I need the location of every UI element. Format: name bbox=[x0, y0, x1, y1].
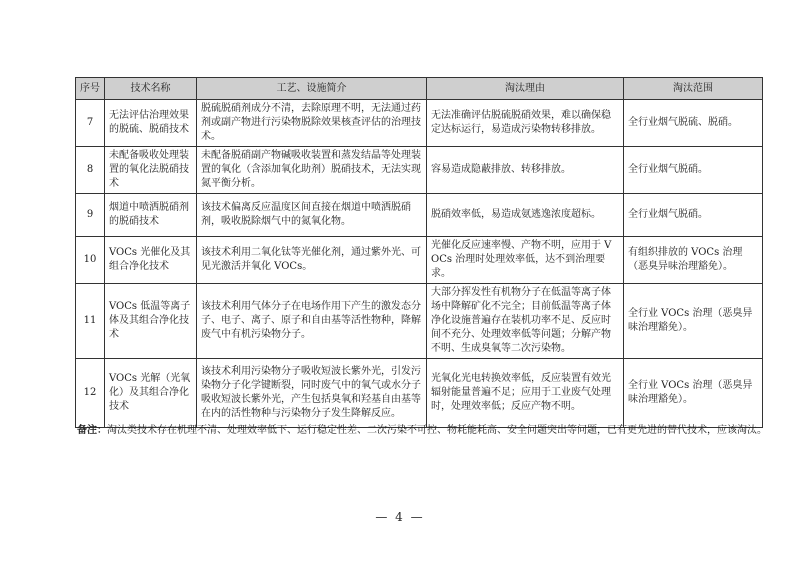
table-row bbox=[76, 237, 763, 284]
row-scope: 全行业烟气脱硝。 bbox=[624, 147, 763, 194]
table-row bbox=[76, 194, 763, 237]
table-row bbox=[76, 284, 763, 359]
table-row bbox=[76, 147, 763, 194]
row-no: 8 bbox=[76, 147, 105, 194]
footnote-text: 淘汰类技术存在机理不清、处理效率低下、运行稳定性差、二次污染不可控、物耗能耗高、安全问题突出等问题，已有更先进的替代技术，应该淘汰。 bbox=[107, 425, 767, 436]
footnote-label: 备注： bbox=[77, 425, 107, 436]
row-reason: 光催化反应速率慢、产物不明，应用于 VOCs 治理时处理效率低，达不到治理要求。 bbox=[427, 237, 624, 284]
row-no: 9 bbox=[76, 194, 105, 237]
row-description: 脱硫脱硝剂成分不清，去除原理不明，无法通过药剂或副产物进行污染物脱除效果核查评估的治理技术。 bbox=[197, 100, 427, 147]
row-reason: 脱硝效率低，易造成氨逃逸浓度超标。 bbox=[427, 194, 624, 237]
row-no: 7 bbox=[76, 100, 105, 147]
row-description: 该技术偏离反应温度区间直接在烟道中喷洒脱硝剂，吸收脱除烟气中的氮氧化物。 bbox=[197, 194, 427, 237]
header-no: 序号 bbox=[76, 78, 105, 100]
row-no: 10 bbox=[76, 237, 105, 284]
row-reason: 容易造成隐蔽排放、转移排放。 bbox=[427, 147, 624, 194]
row-description: 该技术利用污染物分子吸收短波长紫外光，引发污染物分子化学键断裂，同时废气中的氧气或水分子吸收短波长紫外光，产生包括臭氧和羟基自由基等在内的活性物种与污染物分子发生降解反应。 bbox=[197, 359, 427, 428]
row-scope: 全行业 VOCs 治理（恶臭异味治理豁免）。 bbox=[624, 284, 763, 359]
footnote bbox=[77, 423, 767, 439]
header-reason: 淘汰理由 bbox=[427, 78, 624, 100]
header-description: 工艺、设施简介 bbox=[197, 78, 427, 100]
row-no: 11 bbox=[76, 284, 105, 359]
row-reason: 大部分挥发性有机物分子在低温等离子体场中降解矿化不完全；目前低温等离子体净化设施普遍存在装机功率不足、反应时间不充分、处理效率低等问题；分解产物不明、生成臭氧等二次污染物。 bbox=[427, 284, 624, 359]
header-name: 技术名称 bbox=[105, 78, 197, 100]
table-header-row bbox=[76, 78, 763, 100]
row-scope: 全行业烟气脱硫、脱硝。 bbox=[624, 100, 763, 147]
row-no: 12 bbox=[76, 359, 105, 428]
table-row bbox=[76, 359, 763, 428]
eliminated-technologies-table bbox=[75, 77, 763, 428]
row-name: VOCs 低温等离子体及其组合净化技术 bbox=[105, 284, 197, 359]
row-description: 该技术利用二氧化钛等光催化剂，通过紫外光、可见光激活并氧化 VOCs。 bbox=[197, 237, 427, 284]
page-number: — 4 — bbox=[375, 510, 425, 524]
row-description: 未配备脱硝副产物碱吸收装置和蒸发结晶等处理装置的氧化（含添加氧化助剂）脱硝技术，无法实现氮平衡分析。 bbox=[197, 147, 427, 194]
row-scope: 全行业 VOCs 治理（恶臭异味治理豁免）。 bbox=[624, 359, 763, 428]
row-name: VOCs 光解（光氧化）及其组合净化技术 bbox=[105, 359, 197, 428]
header-scope: 淘汰范围 bbox=[624, 78, 763, 100]
row-scope: 有组织排放的 VOCs 治理（恶臭异味治理豁免）。 bbox=[624, 237, 763, 284]
row-name: 烟道中喷洒脱硝剂的脱硝技术 bbox=[105, 194, 197, 237]
row-name: VOCs 光催化及其组合净化技术 bbox=[105, 237, 197, 284]
row-name: 未配备吸收处理装置的氧化法脱硝技术 bbox=[105, 147, 197, 194]
row-reason: 无法准确评估脱硫脱硝效果，难以确保稳定达标运行，易造成污染物转移排放。 bbox=[427, 100, 624, 147]
row-reason: 光氧化光电转换效率低，反应装置有效光辐射能量普遍不足；应用于工业废气处理时，处理效率低；反应产物不明。 bbox=[427, 359, 624, 428]
table-row bbox=[76, 100, 763, 147]
row-scope: 全行业烟气脱硝。 bbox=[624, 194, 763, 237]
row-description: 该技术利用气体分子在电场作用下产生的激发态分子、电子、离子、原子和自由基等活性物种，降解废气中有机污染物分子。 bbox=[197, 284, 427, 359]
row-name: 无法评估治理效果的脱硫、脱硝技术 bbox=[105, 100, 197, 147]
